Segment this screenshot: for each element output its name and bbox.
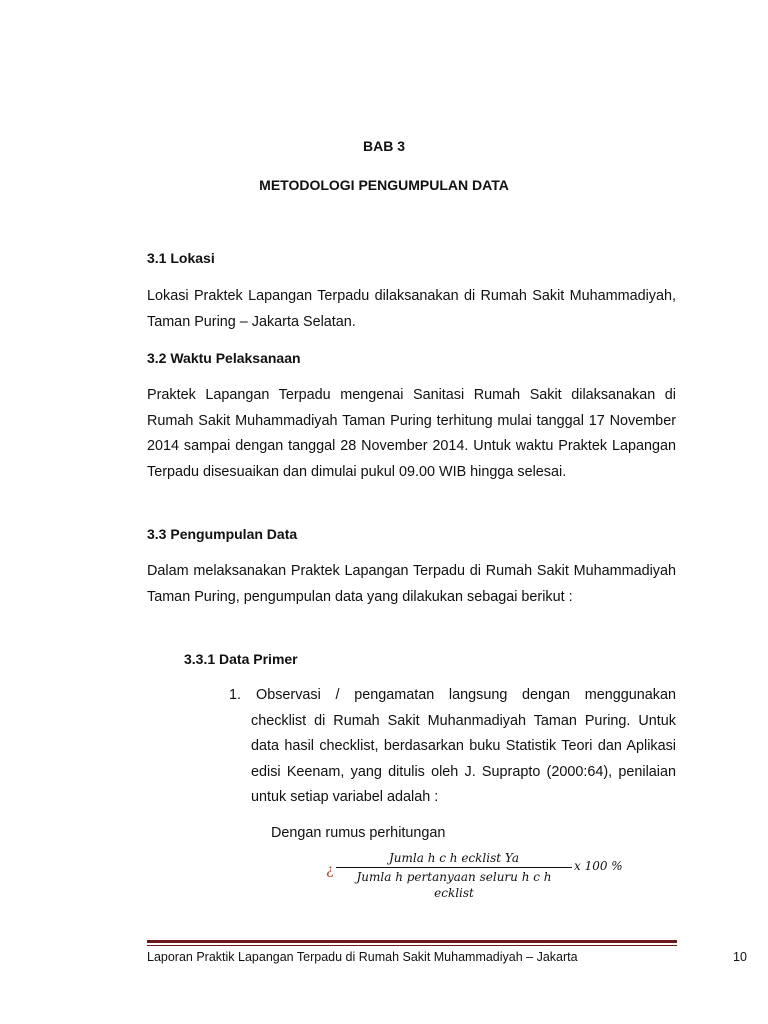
- section-heading-pengumpulan: 3.3 Pengumpulan Data: [147, 526, 298, 542]
- list-item-number: 1.: [229, 687, 242, 703]
- footer-rule-thin: [147, 945, 677, 946]
- list-item-text: Observasi / pengamatan langsung dengan menggunakan checklist di Rumah Sakit Muhanmadiyah Taman Puring. Untuk data hasil checklist, berdasarkan buku Statistik Teori dan Aplikasi edisi Keenam, yang ditulis oleh J. Suprapto (2000:64), penilaian untuk setiap variabel adalah :: [251, 687, 676, 805]
- formula-numerator: Jumla h c h ecklist Ya: [388, 851, 520, 865]
- section-text-waktu: Praktek Lapangan Terpadu mengenai Sanitasi Rumah Sakit dilaksanakan di Rumah Sakit Muhammadiyah Taman Puring terhitung mulai tanggal 17 November 2014 sampai dengan tanggal 28 November 2014. Untuk waktu Praktek Lapangan Terpadu disesuaikan dan dimulai pukul 09.00 WIB hingga selesai.: [147, 387, 676, 480]
- formula-multiplier-text: x 100 %: [574, 859, 623, 873]
- section-text-pengumpulan: Dalam melaksanakan Praktek Lapangan Terpadu di Rumah Sakit Muhammadiyah Taman Puring, pengumpulan data yang dilakukan sebagai berikut :: [147, 563, 676, 605]
- formula-lead-glyph: ¿: [326, 862, 334, 878]
- fraction-bar: [336, 867, 572, 868]
- chapter-title: METODOLOGI PENGUMPULAN DATA: [259, 177, 509, 193]
- formula-intro: Dengan rumus perhitungan: [271, 825, 446, 841]
- formula: [326, 850, 626, 900]
- section-heading-lokasi: 3.1 Lokasi: [147, 250, 215, 266]
- formula-fraction: [336, 850, 572, 901]
- page-number: 10: [733, 950, 747, 964]
- subsection-heading-primer: 3.3.1 Data Primer: [184, 651, 298, 667]
- footer-text: Laporan Praktik Lapangan Terpadu di Rumah Sakit Muhammadiyah – Jakarta: [147, 950, 578, 964]
- chapter-label: BAB 3: [362, 138, 405, 154]
- formula-denominator: Jumla h pertanyaan seluru h c h ecklist: [356, 870, 552, 900]
- section-text-lokasi: Lokasi Praktek Lapangan Terpadu dilaksanakan di Rumah Sakit Muhammadiyah, Taman Puring – Jakarta Selatan.: [147, 288, 676, 330]
- section-heading-waktu: 3.2 Waktu Pelaksanaan: [147, 350, 301, 366]
- formula-multiplier: [574, 859, 623, 873]
- footer-rule: [147, 940, 677, 943]
